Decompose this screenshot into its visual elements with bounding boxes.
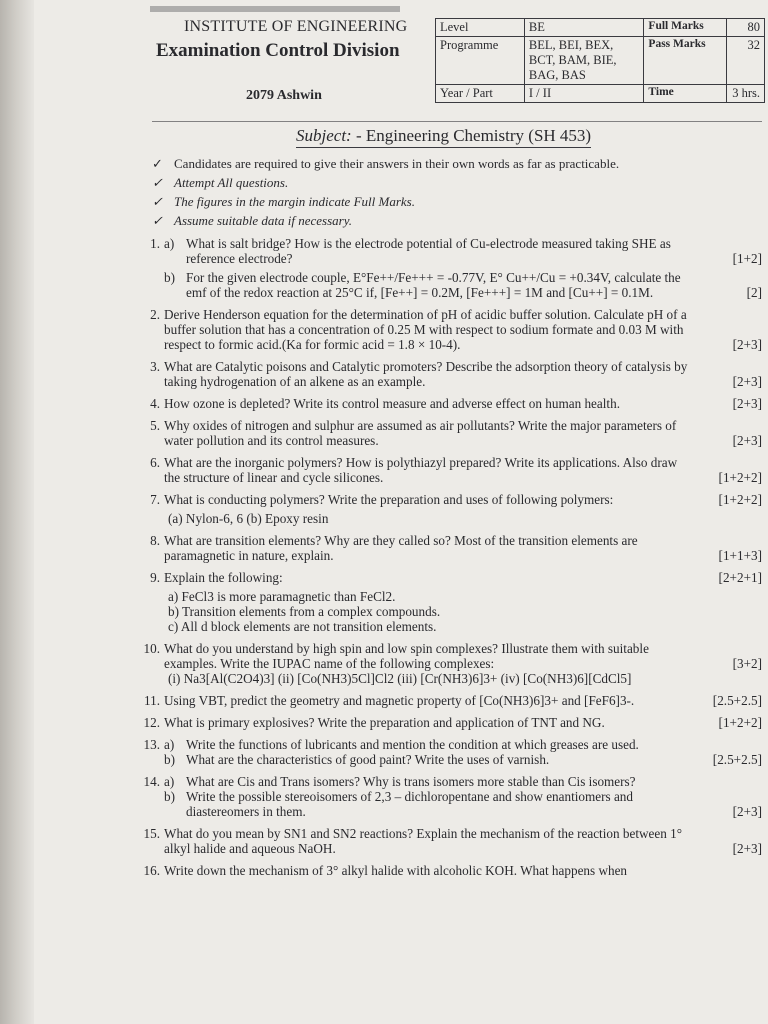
question-13a: a) Write the functions of lubricants and mention the condition at which greases are used. xyxy=(164,737,639,752)
full-marks-label: Full Marks xyxy=(644,19,727,37)
question-number: 14. xyxy=(143,774,160,789)
question-number: 9. xyxy=(150,570,160,585)
question-number: 5. xyxy=(150,418,160,433)
question-marks: [1+2+2] xyxy=(718,715,762,730)
question-3 xyxy=(134,359,762,389)
question-number: 12. xyxy=(143,715,160,730)
question-text: What are the inorganic polymers? How is polythiazyl prepared? Write its applications. Also draw the structure of linear and cycle silicones. xyxy=(164,455,678,485)
question-number: 2. xyxy=(150,307,160,322)
header-divider xyxy=(152,121,762,122)
question-13b: b) What are the characteristics of good paint? Write the uses of varnish. [2.5+2.5] xyxy=(164,752,762,767)
level-value: BE xyxy=(524,19,644,37)
subject-value: - Engineering Chemistry (SH 453) xyxy=(355,126,592,145)
question-text: Using VBT, predict the geometry and magnetic property of [Co(NH3)6]3+ and [FeF6]3-. xyxy=(164,693,635,708)
question-marks: [3+2] xyxy=(732,656,762,671)
question-marks: [2+3] xyxy=(732,804,762,819)
question-marks: [2] xyxy=(746,285,762,300)
checkmark-icon: ✓ xyxy=(152,175,163,190)
instruction-item: ✓ Assume suitable data if necessary. xyxy=(152,213,353,228)
question-4 xyxy=(134,396,762,411)
question-6 xyxy=(134,455,762,485)
question-16 xyxy=(134,863,762,878)
pass-marks-label: Pass Marks xyxy=(644,37,727,85)
question-12 xyxy=(134,715,762,730)
question-7 xyxy=(134,492,762,526)
programme-value: BEL, BEI, BEX, BCT, BAM, BIE, BAG, BAS xyxy=(524,37,644,85)
question-marks: [1+2] xyxy=(732,251,762,266)
checkmark-icon: ✓ xyxy=(152,213,163,228)
question-text: How ozone is depleted? Write its control measure and adverse effect on human health. xyxy=(164,396,620,411)
question-marks: [2+3] xyxy=(732,374,762,389)
question-item: (a) Nylon-6, 6 (b) Epoxy resin xyxy=(168,511,329,526)
question-10 xyxy=(134,641,762,686)
book-binding xyxy=(0,0,35,1024)
question-text: Derive Henderson equation for the determination of pH of acidic buffer solution. Calculate pH of a buffer solution that has a concentration of 0.25 M with respect to sodium formate and 0.03 M with respect to formic acid.(Ka for formic acid = 1.8 × 10-4). xyxy=(164,307,687,352)
exam-session: 2079 Ashwin xyxy=(246,88,322,103)
question-number: 8. xyxy=(150,533,160,548)
question-text: What are Catalytic poisons and Catalytic promoters? Describe the adsorption theory of catalysis by taking hydrogenation of an alkene as an example. xyxy=(164,359,688,389)
question-1 xyxy=(134,236,762,300)
question-5 xyxy=(134,418,762,448)
checkmark-icon: ✓ xyxy=(152,156,163,171)
question-number: 10. xyxy=(143,641,160,656)
question-14 xyxy=(134,774,762,819)
question-marks: [1+2+2] xyxy=(718,492,762,507)
question-text: What do you mean by SN1 and SN2 reactions? Explain the mechanism of the reaction between 1° alkyl halide and aqueous NaOH. xyxy=(164,826,682,856)
programme-label: Programme xyxy=(436,37,525,85)
instruction-item: ✓ Attempt All questions. xyxy=(152,175,289,190)
question-9 xyxy=(134,570,762,634)
question-1a: a) What is salt bridge? How is the electrode potential of Cu-electrode measured taking SHE as reference electrode? [1+2] xyxy=(164,236,762,266)
year-part-value: I / II xyxy=(524,85,644,103)
cut-off-top-line xyxy=(150,6,400,12)
question-8 xyxy=(134,533,762,563)
exam-paper xyxy=(34,0,768,1024)
question-marks: [2+3] xyxy=(732,841,762,856)
subject-label: Subject: xyxy=(296,126,352,145)
instructions-list xyxy=(152,156,732,232)
question-text: What is conducting polymers? Write the preparation and uses of following polymers: xyxy=(164,492,614,507)
question-item: (i) Na3[Al(C2O4)3] (ii) [Co(NH3)5Cl]Cl2 (iii) [Cr(NH3)6]3+ (iv) [Co(NH3)6][CdCl5] xyxy=(168,671,632,686)
time-value: 3 hrs. xyxy=(727,85,765,103)
question-text: Explain the following: xyxy=(164,570,283,585)
question-15 xyxy=(134,826,762,856)
question-item: c) All d block elements are not transition elements. xyxy=(168,619,437,634)
question-number: 15. xyxy=(143,826,160,841)
question-text: What do you understand by high spin and low spin complexes? Illustrate them with suitable examples. Write the IUPAC name of the following complexes: xyxy=(164,641,649,671)
question-11 xyxy=(134,693,762,708)
question-number: 13. xyxy=(143,737,160,752)
question-number: 3. xyxy=(150,359,160,374)
year-part-label: Year / Part xyxy=(436,85,525,103)
questions-list xyxy=(134,236,762,885)
instruction-item: ✓ The figures in the margin indicate Full Marks. xyxy=(152,194,415,209)
question-item: a) FeCl3 is more paramagnetic than FeCl2. xyxy=(168,589,396,604)
question-2 xyxy=(134,307,762,352)
exam-details-table xyxy=(435,18,765,103)
question-marks: [2+2+1] xyxy=(718,570,762,585)
question-13 xyxy=(134,737,762,767)
division-name: Examination Control Division xyxy=(156,40,400,61)
level-label: Level xyxy=(436,19,525,37)
question-text: Why oxides of nitrogen and sulphur are assumed as air pollutants? Write the major parameters of water pollution and its control measures. xyxy=(164,418,677,448)
question-marks: [2.5+2.5] xyxy=(712,693,762,708)
question-marks: [1+2+2] xyxy=(718,470,762,485)
question-text: What is primary explosives? Write the preparation and application of TNT and NG. xyxy=(164,715,605,730)
question-number: 4. xyxy=(150,396,160,411)
question-text: Write down the mechanism of 3° alkyl halide with alcoholic KOH. What happens when xyxy=(164,863,628,878)
question-item: b) Transition elements from a complex compounds. xyxy=(168,604,441,619)
question-number: 11. xyxy=(144,693,160,708)
question-number: 7. xyxy=(150,492,160,507)
checkmark-icon: ✓ xyxy=(152,194,163,209)
question-marks: [2+3] xyxy=(732,396,762,411)
pass-marks-value: 32 xyxy=(727,37,765,85)
full-marks-value: 80 xyxy=(727,19,765,37)
paper-header xyxy=(120,4,765,120)
question-1b: b) For the given electrode couple, E°Fe++/Fe+++ = -0.77V, E° Cu++/Cu = +0.34V, calculate the emf of the redox reaction at 25°C if, [Fe++] = 0.2M, [Fe+++] = 1M and [Cu++] = 0.1M. [2] xyxy=(164,270,762,300)
question-marks: [2.5+2.5] xyxy=(712,752,762,767)
question-number: 6. xyxy=(150,455,160,470)
question-number: 1. xyxy=(150,236,160,251)
institute-name: INSTITUTE OF ENGINEERING xyxy=(184,18,408,35)
question-marks: [2+3] xyxy=(732,337,762,352)
question-marks: [1+1+3] xyxy=(718,548,762,563)
instruction-item: ✓ Candidates are required to give their answers in their own words as far as practicable. xyxy=(152,156,620,171)
time-label: Time xyxy=(644,85,727,103)
question-text: What are transition elements? Why are they called so? Most of the transition elements are paramagnetic in nature, explain. xyxy=(164,533,638,563)
question-marks: [2+3] xyxy=(732,433,762,448)
subject-line xyxy=(296,126,591,148)
question-number: 16. xyxy=(143,863,160,878)
question-14b: b) Write the possible stereoisomers of 2,3 – dichloropentane and show enantiomers and diastereomers in them. [2+3] xyxy=(164,789,762,819)
question-14a: a) What are Cis and Trans isomers? Why is trans isomers more stable than Cis isomers? xyxy=(164,774,636,789)
